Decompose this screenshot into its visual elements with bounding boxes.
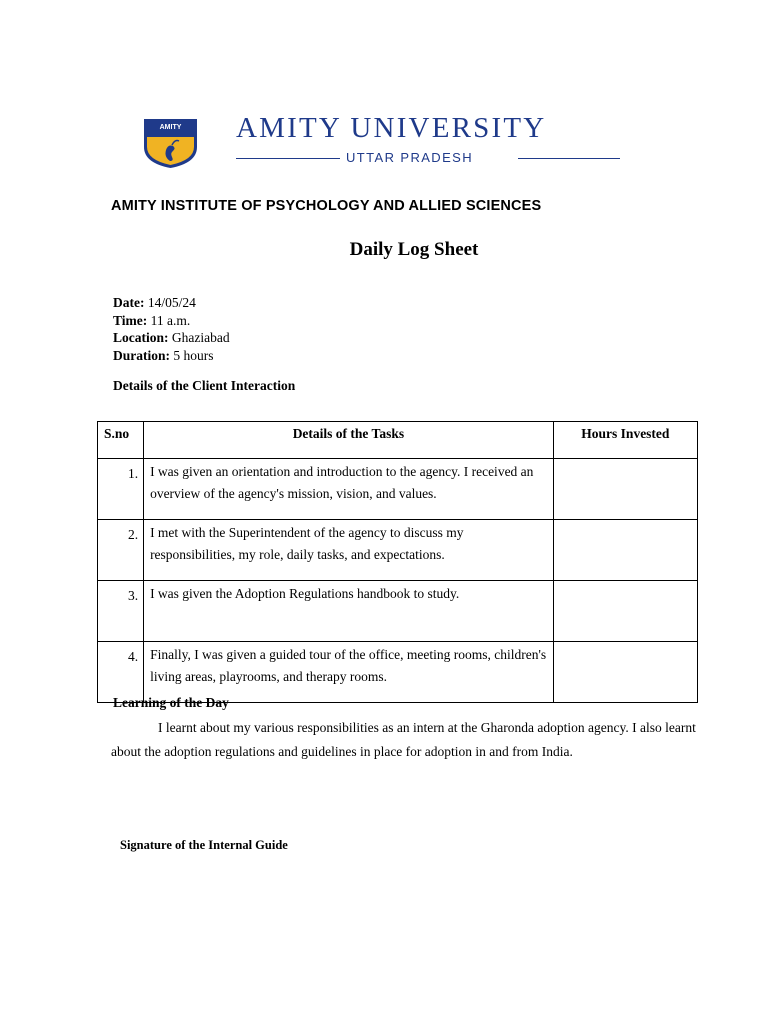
meta-duration bbox=[113, 347, 230, 365]
university-subtitle: UTTAR PRADESH bbox=[346, 150, 474, 165]
header-hours: Hours Invested bbox=[553, 422, 697, 459]
table-row bbox=[98, 459, 698, 520]
date-value: 14/05/24 bbox=[144, 295, 196, 310]
row-number: 2. bbox=[98, 520, 144, 581]
row-number: 3. bbox=[98, 581, 144, 642]
meta-time bbox=[113, 312, 230, 330]
signature-label: Signature of the Internal Guide bbox=[120, 838, 288, 852]
hours-invested bbox=[553, 581, 697, 642]
meta-date bbox=[113, 294, 230, 312]
hours-invested bbox=[553, 642, 697, 703]
svg-text:AMITY: AMITY bbox=[159, 124, 182, 131]
section-heading: Details of the Client Interaction bbox=[113, 378, 296, 393]
hours-invested bbox=[553, 459, 697, 520]
university-name: AMITY UNIVERSITY bbox=[236, 112, 547, 144]
time-label: Time: bbox=[113, 312, 148, 328]
task-description: I was given an orientation and introduction to the agency. I received an overview of the agency's mission, vision, and values. bbox=[144, 459, 554, 520]
task-description: I was given the Adoption Regulations handbook to study. bbox=[144, 581, 554, 642]
learning-text: I learnt about my various responsibilities as an intern at the Gharonda adoption agency. I also learnt about the adoption regulations and guidelines in place for adoption in and from India. bbox=[111, 720, 696, 759]
table-row bbox=[98, 520, 698, 581]
log-meta bbox=[113, 294, 230, 364]
hours-invested bbox=[553, 520, 697, 581]
divider-line-right bbox=[518, 158, 620, 159]
header-sno: S.no bbox=[98, 422, 144, 459]
meta-location bbox=[113, 329, 230, 347]
time-value: 11 a.m. bbox=[147, 312, 191, 328]
date-label: Date: bbox=[113, 295, 145, 310]
table-header-row bbox=[98, 422, 698, 459]
table-row bbox=[98, 642, 698, 703]
task-description: Finally, I was given a guided tour of the office, meeting rooms, children's living areas, playrooms, and therapy rooms. bbox=[144, 642, 554, 703]
institute-name: AMITY INSTITUTE OF PSYCHOLOGY AND ALLIED SCIENCES bbox=[111, 198, 542, 214]
tasks-table bbox=[97, 421, 698, 703]
row-number: 1. bbox=[98, 459, 144, 520]
row-number: 4. bbox=[98, 642, 144, 703]
table-row bbox=[98, 581, 698, 642]
header-details: Details of the Tasks bbox=[144, 422, 554, 459]
amity-crest-logo bbox=[142, 117, 199, 169]
document-title: Daily Log Sheet bbox=[349, 239, 479, 260]
duration-label: Duration: bbox=[113, 347, 170, 363]
learning-heading: Learning of the Day bbox=[113, 695, 229, 710]
location-label: Location: bbox=[113, 330, 169, 345]
task-description: I met with the Superintendent of the agency to discuss my responsibilities, my role, daily tasks, and expectations. bbox=[144, 520, 554, 581]
location-value: Ghaziabad bbox=[168, 330, 230, 345]
duration-value: 5 hours bbox=[170, 347, 214, 363]
divider-line-left bbox=[236, 158, 340, 159]
